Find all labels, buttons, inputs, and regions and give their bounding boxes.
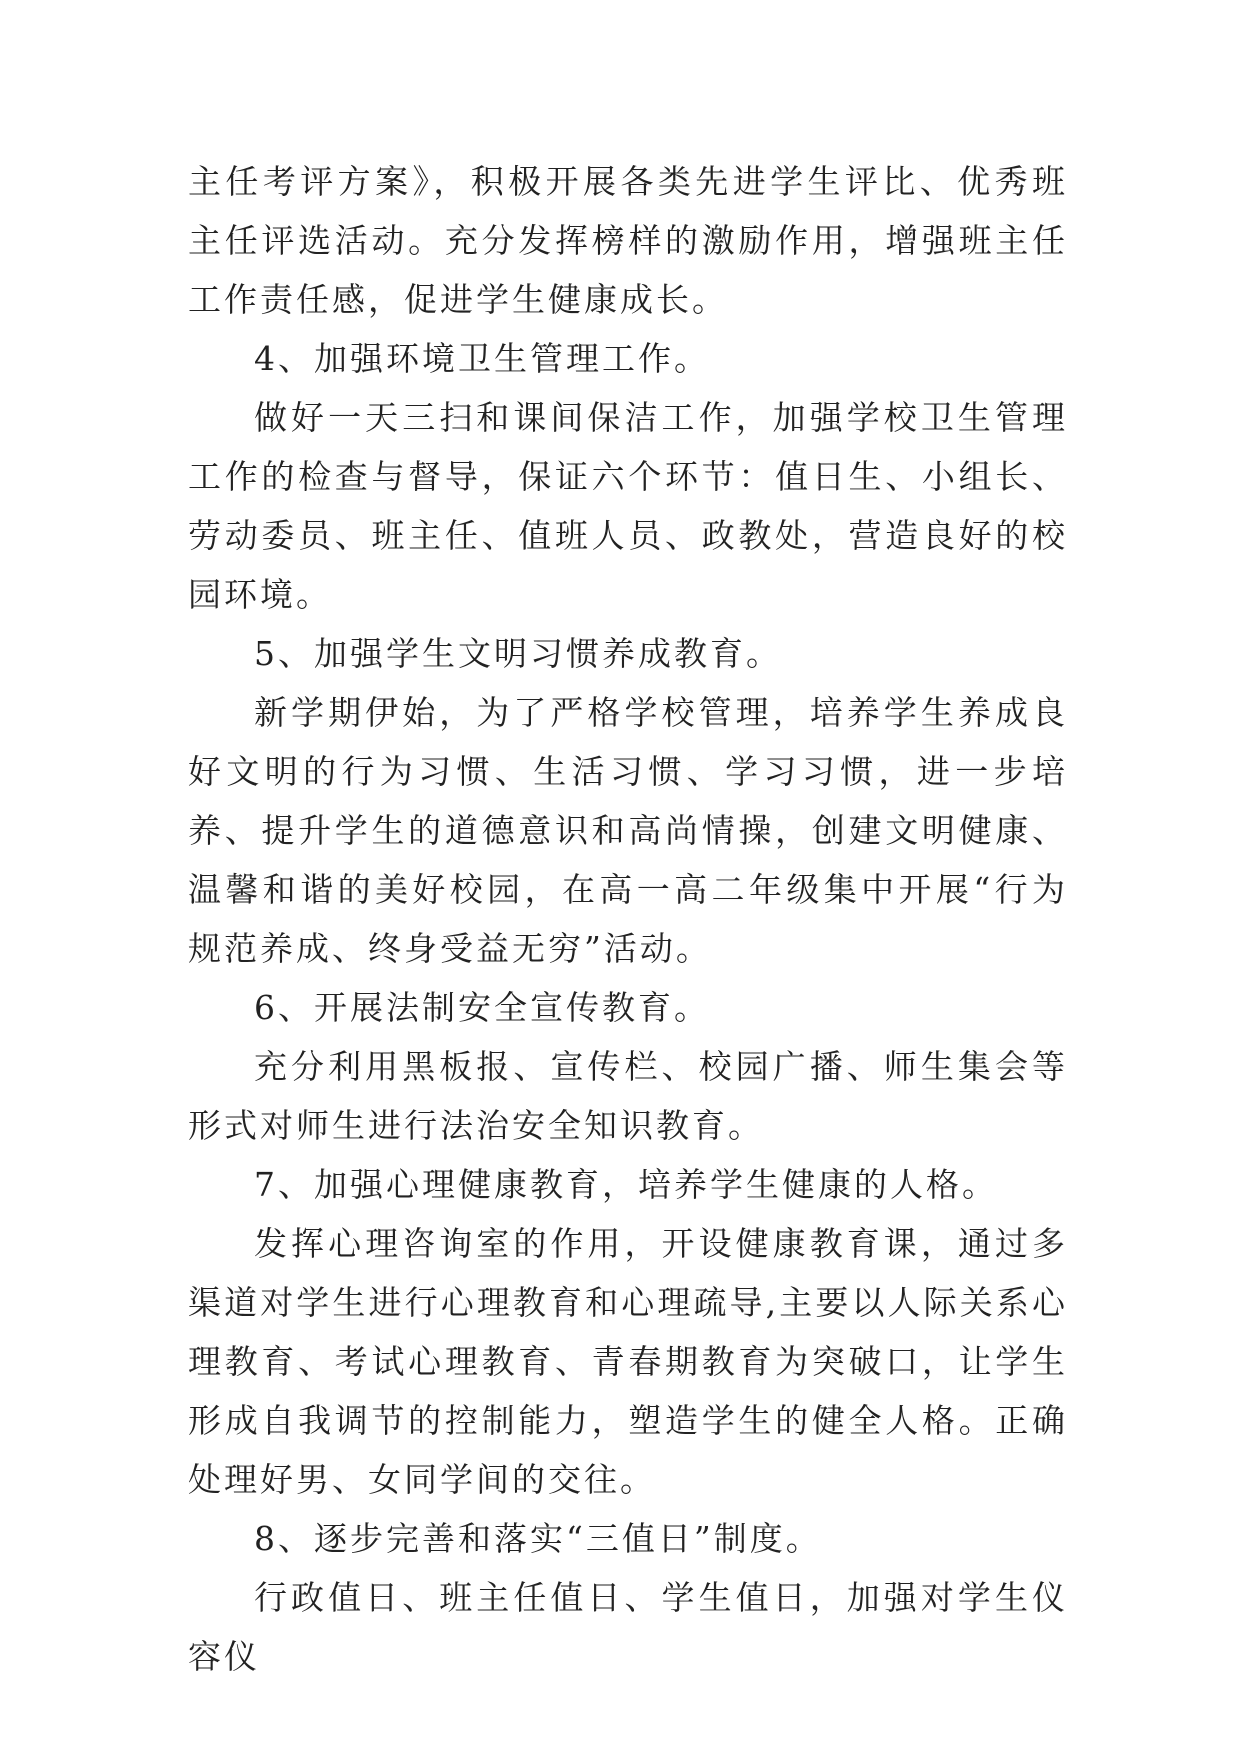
section-heading-4: 4、加强环境卫生管理工作。 [254, 339, 710, 378]
paragraph: 发挥心理咨询室的作用，开设健康教育课，通过多渠道对学生进行心理教育和心理疏导,主要以人际关系心理教育、考试心理教育、青春期教育为突破口，让学生形成自我调节的控制能力，塑造学生的健全人格。正确处理好男、女同学间的交往。 [188, 1224, 1068, 1499]
section-heading-7: 7、加强心理健康教育，培养学生健康的人格。 [254, 1165, 998, 1204]
section-heading-6: 6、开展法制安全宣传教育。 [254, 988, 710, 1027]
paragraph-continued: 主任考评方案》，积极开展各类先进学生评比、优秀班主任评选活动。充分发挥榜样的激励作用，增强班主任工作责任感，促进学生健康成长。 [188, 162, 1068, 319]
paragraph: 做好一天三扫和课间保洁工作，加强学校卫生管理工作的检查与督导，保证六个环节：值日生、小组长、劳动委员、班主任、值班人员、政教处，营造良好的校园环境。 [188, 398, 1068, 614]
document-body [188, 152, 1068, 1686]
section-heading-8: 8、逐步完善和落实“三值日”制度。 [254, 1519, 822, 1558]
section-heading-5: 5、加强学生文明习惯养成教育。 [254, 634, 782, 673]
paragraph: 新学期伊始，为了严格学校管理，培养学生养成良好文明的行为习惯、生活习惯、学习习惯，进一步培养、提升学生的道德意识和高尚情操，创建文明健康、温馨和谐的美好校园，在高一高二年级集中开展“行为规范养成、终身受益无穷”活动。 [188, 693, 1068, 968]
paragraph: 行政值日、班主任值日、学生值日，加强对学生仪容仪 [188, 1578, 1068, 1676]
paragraph: 充分利用黑板报、宣传栏、校园广播、师生集会等形式对师生进行法治安全知识教育。 [188, 1047, 1068, 1145]
